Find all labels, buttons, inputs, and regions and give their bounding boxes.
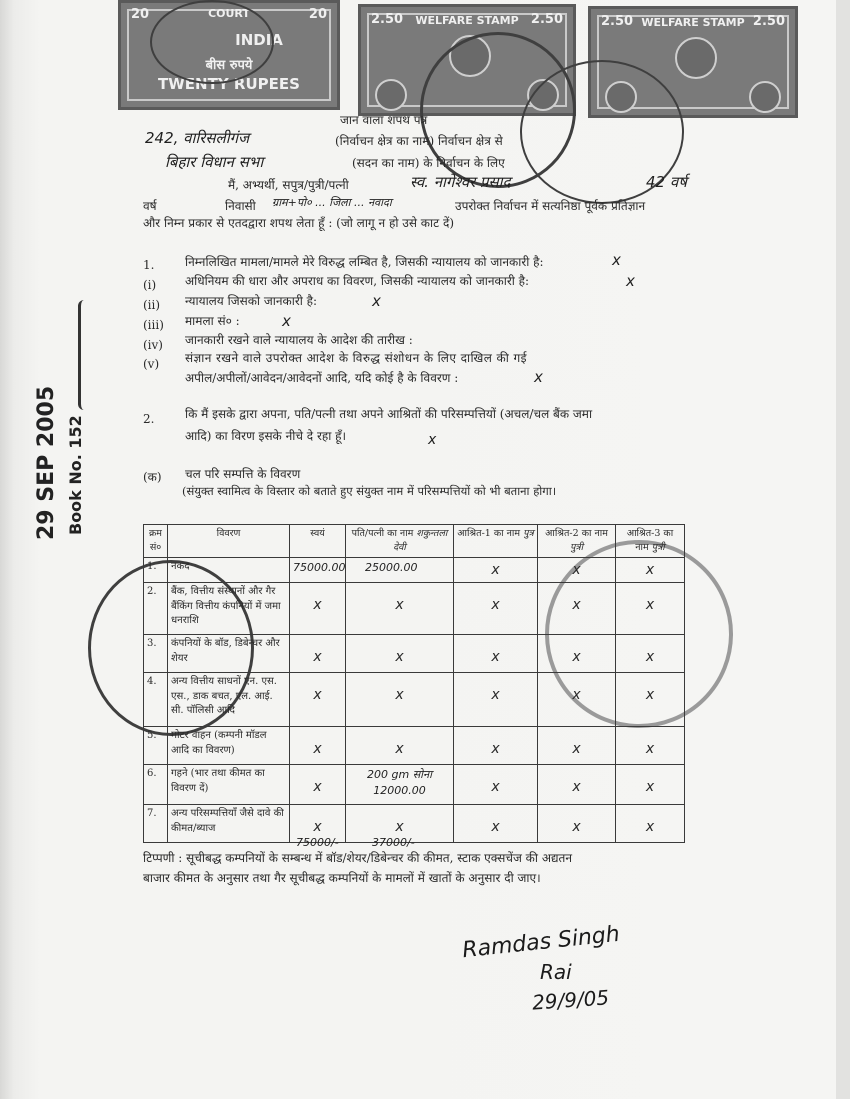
movable-assets-table [143,524,685,843]
candidate-father-fill: स्व. नागेश्वर प्रसाद [410,173,511,191]
postmark-top-left [150,0,274,84]
row-d2-value: x [572,597,581,614]
row-spouse-value: 200 gm सोना 12000.00 [367,768,432,798]
house-label: (सदन का नाम) के निर्वाचन के लिए [352,156,505,170]
welfare-2-emblem [675,37,717,79]
row-d3-value: x [645,597,655,614]
row-self-value: x [313,649,322,666]
col-header-dependent-1 [454,525,538,558]
stamp-amount-english: TWENTY RUPEES [158,75,300,93]
row-self [290,558,346,583]
col-header-dependent-1-fill: पुत्र [523,528,534,539]
table-row [144,635,685,673]
s1-num-1: (i) [143,278,157,292]
side-book-number: Book No. 152 [66,415,85,535]
col-header-dependent-2-fill: पुत्री [569,541,584,553]
col-header-self: स्वयं [290,525,346,558]
row-d1 [454,635,538,673]
row-spouse-value: x [395,649,404,666]
row-num: 1. [144,558,168,583]
row-num: 2. [144,583,168,635]
row-d2 [538,635,616,673]
row-d1 [454,583,538,635]
s1-num-4: (iv) [143,338,163,352]
row-d3 [616,765,685,805]
row-d3 [616,727,685,765]
row-spouse-value: x [395,741,404,758]
s1-text-4: जानकारी रखने वाले न्यायालय के आदेश की तारीख : [185,333,413,347]
s1-text-5-cont: अपील/अपीलों/आवेदन/आवेदनों आदि, यदि कोई है के विवरण : [185,371,459,385]
welfare-1-corner-left: 2.50 [371,12,404,27]
row-d3-value: x [645,819,655,836]
row-d1-value: x [491,649,500,666]
s1-num-3: (iii) [143,318,164,332]
total-spouse: 37000/- [372,836,415,849]
row-desc: नकद [168,558,290,583]
row-desc: अन्य परिसम्पत्तियाँ जैसे दावे की कीमत/ब्याज [168,805,290,843]
col-header-spouse-fill: शकुन्तला देवी [393,528,448,553]
row-desc: कंपनियों के बॉड, डिबेन्चर और शेयर [168,635,290,673]
residence-fill: ग्राम+पो० ... जिला ... नवादा [272,196,392,209]
row-d1-value: x [491,819,500,836]
row-d1-value: x [491,687,500,704]
row-spouse-value: x [395,687,404,704]
row-d2 [538,727,616,765]
row-d3-value: x [645,779,655,796]
s1-mark-3: x [282,312,291,330]
welfare-1-title: WELFARE STAMP [415,14,519,27]
row-self-value: x [313,597,322,614]
col-header-dependent-3-fill: पुत्री [651,541,665,553]
row-spouse [346,558,454,583]
row-desc: मोटर वाहन (कम्पनी मॉडल आदि का विवरण) [168,727,290,765]
s1-mark-1: x [626,272,635,290]
constituency-label: (निर्वाचन क्षेत्र का नाम) निर्वाचन क्षेत्र से [335,134,503,148]
row-self [290,673,346,727]
s2-line-2: आदि) का विरण इसके नीचे दे रहा हूँ। [185,429,347,443]
row-spouse [346,765,454,805]
table-row [144,583,685,635]
s1-num-5: (v) [143,357,160,371]
welfare-1-left-rosette [375,79,407,111]
s1-text-5: संज्ञान रखने वाले उपरोक्त आदेश के विरुद्ध संशोधन के लिए दाखिल की गई [185,351,527,365]
row-spouse-value: x [395,597,404,614]
row-self [290,635,346,673]
row-desc: बैंक, वित्तीय संस्थानों और गैर बैंकिंग वित्तीय कंपनियों में जमा धनराशि [168,583,290,635]
welfare-2-right-rosette [749,81,781,113]
row-num: 5. [144,727,168,765]
welfare-1-corner-right: 2.50 [530,12,563,27]
col-header-dependent-3 [616,525,685,558]
row-d2 [538,673,616,727]
residence-suffix: उपरोक्त निर्वाचन में सत्यनिष्ठा पूर्वक प्रतिज्ञान [455,199,646,213]
section-ka-title: चल परि सम्पत्ति के विवरण [185,467,301,481]
row-d2-value: x [572,562,581,578]
s2-line-1: कि मैं इसके द्वारा अपना, पति/पत्नी तथा अपने आश्रितों की परिसम्पत्तियों (अचल/चल बैंक जमा [185,407,593,421]
signature-surname: Rai [540,960,572,984]
row-num: 4. [144,673,168,727]
row-d3-value: x [645,562,655,578]
row-d2 [538,805,616,843]
row-d2 [538,558,616,583]
s2-mark: x [428,432,437,448]
signature-date: 29/9/05 [531,985,610,1015]
col-header-dependent-1-label: आश्रित-1 का नाम [457,528,521,539]
row-d3-value: x [645,649,655,666]
row-d2-value: x [572,649,581,666]
s1-num-2: (ii) [143,298,161,312]
house-fill: बिहार विधान सभा [165,153,264,171]
row-desc: गहने (भार तथा कीमत का विवरण दें) [168,765,290,805]
row-d1 [454,558,538,583]
s1-mark-0: x [612,251,621,269]
stamp-country: INDIA [235,31,283,49]
welfare-2-corner-left: 2.50 [601,14,634,29]
residence-prefix: वर्ष [143,199,157,213]
s1-text-2: न्यायालय जिसको जानकारी है: [185,294,318,308]
side-date-stamp: 29 SEP 2005 [34,385,59,540]
side-signature-scribble [78,300,93,410]
row-spouse [346,583,454,635]
row-d3-value: x [645,741,655,758]
row-self [290,727,346,765]
welfare-2-title: WELFARE STAMP [641,16,745,29]
stamp-amount-hindi: बीस रुपये [205,58,253,73]
affidavit-subtitle: जान वाला शपथ पत्र [340,113,428,127]
row-self-value: 75000.00 [293,561,346,574]
row-num: 3. [144,635,168,673]
col-header-dependent-2-label: आश्रित-2 का नाम [545,528,608,539]
col-header-spouse-label: पति/पत्नी का नाम [351,528,414,539]
s1-num-0: 1. [143,258,155,272]
table-row [144,727,685,765]
row-spouse [346,727,454,765]
s1-mark-5: x [534,368,543,386]
table-header-row [144,525,685,558]
row-num: 6. [144,765,168,805]
row-spouse [346,673,454,727]
row-self-value: x [313,741,322,758]
row-spouse-value: 25000.00 [365,561,418,574]
candidate-age-fill: 42 वर्ष [646,173,687,191]
row-d3-value: x [645,687,655,704]
col-header-description: विवरण [168,525,290,558]
stamp-denomination-right: 20 [308,7,327,22]
table-row [144,558,685,583]
row-d1-value: x [491,741,500,758]
col-header-dependent-3-label: आश्रित-3 का नाम [626,528,674,553]
row-d2 [538,583,616,635]
section-ka-label: (क) [143,470,162,484]
stamp-top-text: COURT [208,7,250,20]
s1-text-1: अधिनियम की धारा और अपराध का विवरण, जिसकी न्यायालय को जानकारी है: [185,274,530,288]
s1-text-3: मामला सं० : [185,314,240,328]
row-d3 [616,805,685,843]
row-spouse [346,635,454,673]
row-d2-value: x [572,819,581,836]
page-edge [836,0,850,1099]
row-self [290,583,346,635]
section-ka-subtitle: (संयुक्त स्वामित्व के विस्तार को बताते हुए संयुक्त नाम में परिसम्पत्तियों को भी बताना होगा। [182,484,557,498]
welfare-2-corner-right: 2.50 [752,14,785,29]
row-d1-value: x [491,779,500,796]
constituency-fill: 242, वारिसलीगंज [145,129,250,147]
note-line-2: बाजार कीमत के अनुसार तथा गैर सूचीबद्ध कम्पनियों के मामलों में खातों के अनुसार दी जाए। [143,871,541,885]
total-self: 75000/- [296,836,339,849]
row-d1-value: x [491,562,500,578]
col-header-dependent-2 [538,525,616,558]
candidate-line-prefix: मैं, अभ्यर्थी, सपुत्र/पुत्री/पत्नी [228,178,349,192]
row-d1 [454,673,538,727]
row-self-value: x [313,819,322,836]
s1-mark-2: x [372,292,381,310]
col-header-serial: क्रम सं० [144,525,168,558]
s1-text-0: निम्नलिखित मामला/मामले मेरे विरुद्ध लम्बित है, जिसकी न्यायालय को जानकारी है: [185,255,544,269]
row-d3 [616,673,685,727]
col-header-spouse [346,525,454,558]
row-d1 [454,727,538,765]
row-d1 [454,805,538,843]
row-spouse-value: x [395,819,404,836]
note-line-1: टिप्पणी : सूचीबद्ध कम्पनियों के सम्बन्ध में बॉड/शेयर/डिबेन्चर की कीमत, स्टाक एक्सचेंज की अद्यतन [143,851,573,865]
row-desc: अन्य वित्तीय साधनों एन. एस. एस., डाक बचत, एल. आई. सी. पॉलिसी आदि [168,673,290,727]
row-d2 [538,765,616,805]
table-row [144,765,685,805]
stamp-denomination-left: 20 [131,7,150,22]
table-row [144,673,685,727]
row-d3 [616,583,685,635]
oath-line: और निम्न प्रकार से एतदद्वारा शपथ लेता हूँ : (जो लागू न हो उसे काट दें) [143,216,455,230]
row-d2-value: x [572,741,581,758]
row-self [290,765,346,805]
row-d2-value: x [572,687,581,704]
row-d2-value: x [572,779,581,796]
row-self-value: x [313,779,322,796]
row-d3 [616,635,685,673]
row-num: 7. [144,805,168,843]
row-self-value: x [313,687,322,704]
residence-label: निवासी [225,199,256,213]
row-d1 [454,765,538,805]
row-d3 [616,558,685,583]
row-d1-value: x [491,597,500,614]
signature-name: Ramdas Singh [461,921,621,964]
s2-num: 2. [143,412,155,426]
